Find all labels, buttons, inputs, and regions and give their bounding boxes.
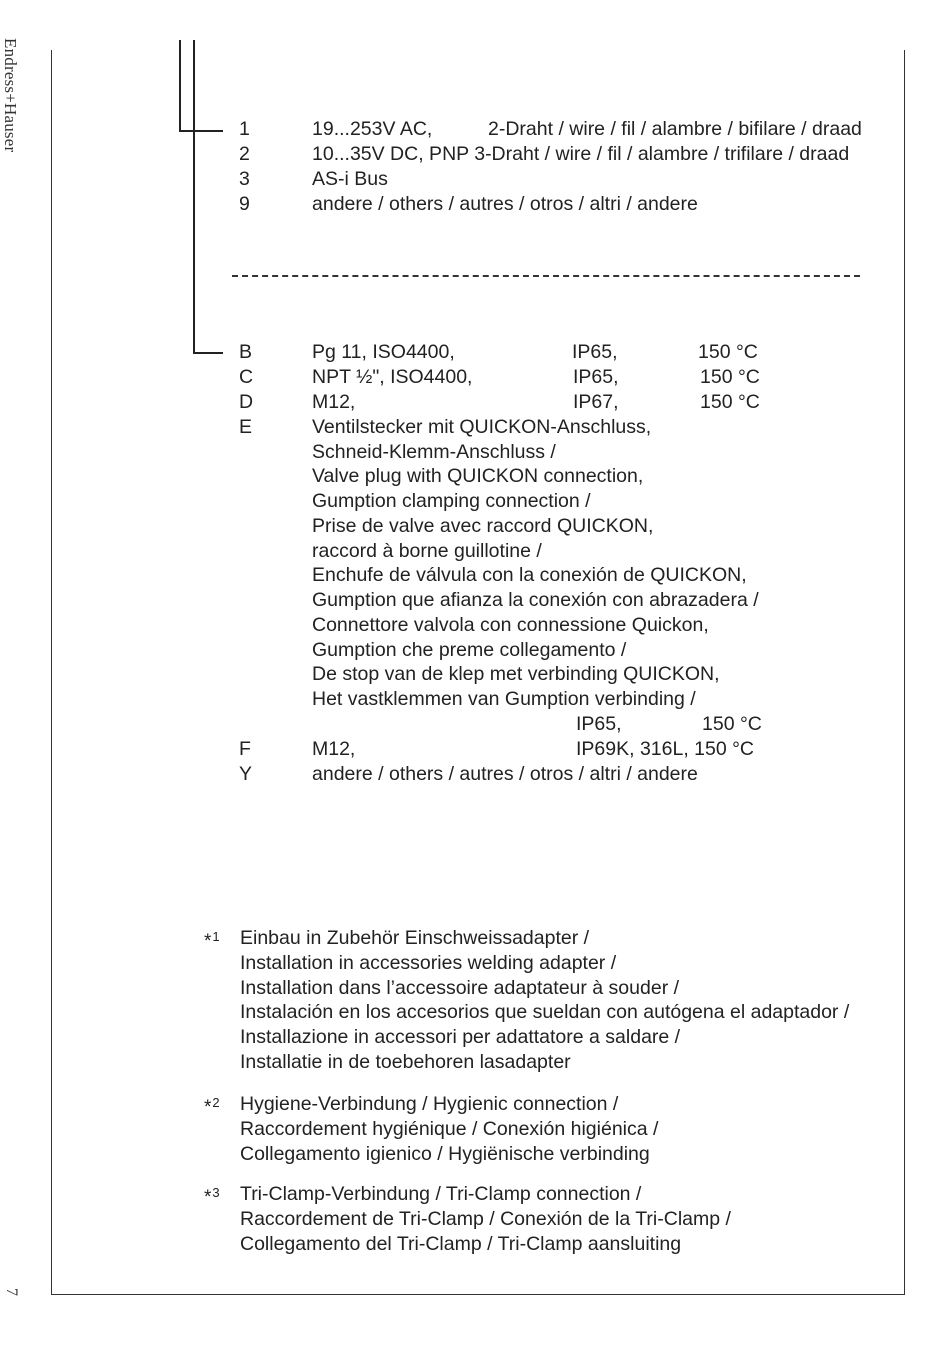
connector-option-desc-line: Ventilstecker mit QUICKON-Anschluss, xyxy=(312,416,652,438)
connector-option-code: C xyxy=(239,366,254,388)
bracket-line-inner xyxy=(193,40,195,353)
connector-option-desc: M12, xyxy=(312,391,356,413)
power-option-code: 1 xyxy=(239,118,250,140)
power-option-text: 19...253V AC, xyxy=(312,118,433,140)
footnote-line: Instalación en los accesorios que sueldan con autógena el adaptador / xyxy=(240,1001,850,1023)
connector-option-desc: M12, xyxy=(312,738,356,760)
connector-option-desc: andere / others / autres / otros / altri / andere xyxy=(312,763,698,785)
frame-bottom-border xyxy=(51,1294,905,1295)
connector-option-ip: IP67, xyxy=(573,391,619,413)
footnote-line: Raccordement hygiénique / Conexión higiénica / xyxy=(240,1118,659,1140)
footnote-line: Installazione in accessori per adattatore a saldare / xyxy=(240,1026,681,1048)
footnote-marker: *$^1$ xyxy=(204,929,220,952)
power-option-text-wire: 2-Draht / wire / fil / alambre / bifilare / draad xyxy=(488,118,862,140)
connector-option-ip: IP65, xyxy=(576,713,622,735)
connector-option-desc-line: Enchufe de válvula con la conexión de QUICKON, xyxy=(312,564,747,586)
footnote-line: Hygiene-Verbindung / Hygienic connection / xyxy=(240,1093,619,1115)
power-option-text: AS-i Bus xyxy=(312,168,388,190)
connector-option-desc-line: Prise de valve avec raccord QUICKON, xyxy=(312,515,654,537)
power-option-text: 10...35V DC, PNP 3-Draht / wire / fil / alambre / trifilare / draad xyxy=(312,143,850,165)
power-option-code: 2 xyxy=(239,143,250,165)
connector-option-ip: IP65, xyxy=(572,341,618,363)
dashed-separator xyxy=(232,275,860,277)
footnote-line: Installatie in de toebehoren lasadapter xyxy=(240,1051,571,1073)
connector-option-desc-line: raccord à borne guillotine / xyxy=(312,540,542,562)
footnote-line: Installation in accessories welding adapter / xyxy=(240,952,617,974)
connector-option-desc-line: Valve plug with QUICKON connection, xyxy=(312,465,644,487)
connector-option-desc: NPT ½", ISO4400, xyxy=(312,366,473,388)
connector-option-ip: IP69K, 316L, 150 °C xyxy=(576,738,755,760)
footnote-line: Installation dans l’accessoire adaptateur à souder / xyxy=(240,977,680,999)
footnote-line: Collegamento igienico / Hygiënische verbinding xyxy=(240,1143,650,1165)
connector-option-desc-line: Het vastklemmen van Gumption verbinding / xyxy=(312,688,696,710)
footnote-marker: *$^3$ xyxy=(204,1185,220,1208)
connector-option-ip: IP65, xyxy=(573,366,619,388)
connector-option-desc-line: De stop van de klep met verbinding QUICKON, xyxy=(312,663,720,685)
frame-left-border xyxy=(51,50,52,1295)
frame-right-border xyxy=(904,50,905,1295)
connector-option-desc-line: Connettore valvola con connessione Quickon, xyxy=(312,614,709,636)
bracket-tick-power xyxy=(179,130,223,132)
connector-option-desc-line: Gumption che preme collegamento / xyxy=(312,639,627,661)
connector-option-desc-line: Gumption que afianza la conexión con abrazadera / xyxy=(312,589,759,611)
connector-option-code: D xyxy=(239,391,254,413)
footnote-line: Raccordement de Tri-Clamp / Conexión de la Tri-Clamp / xyxy=(240,1208,731,1230)
connector-option-desc-line: Gumption clamping connection / xyxy=(312,490,591,512)
connector-option-code: Y xyxy=(239,763,253,785)
power-option-code: 3 xyxy=(239,168,250,190)
connector-option-code: B xyxy=(239,341,253,363)
footnote-line: Tri-Clamp-Verbindung / Tri-Clamp connection / xyxy=(240,1183,642,1205)
bracket-line-outer xyxy=(179,40,181,131)
brand-logo-text: Endress+Hauser xyxy=(1,38,20,153)
connector-option-temp: 150 °C xyxy=(700,391,760,413)
connector-option-desc: Pg 11, ISO4400, xyxy=(312,341,455,363)
bracket-tick-connector xyxy=(193,352,223,354)
power-option-text: andere / others / autres / otros / altri / andere xyxy=(312,193,698,215)
connector-option-code: F xyxy=(239,738,251,760)
connector-option-desc-line: Schneid-Klemm-Anschluss / xyxy=(312,441,556,463)
footnote-line: Einbau in Zubehör Einschweissadapter / xyxy=(240,927,590,949)
power-option-code: 9 xyxy=(239,193,250,215)
footnote-marker: *$^2$ xyxy=(204,1095,220,1118)
footnote-line: Collegamento del Tri-Clamp / Tri-Clamp aansluiting xyxy=(240,1233,682,1255)
connector-option-temp: 150 °C xyxy=(698,341,758,363)
page-number: 7 xyxy=(3,1288,20,1296)
connector-option-code: E xyxy=(239,416,253,438)
connector-option-temp: 150 °C xyxy=(700,366,760,388)
connector-option-temp: 150 °C xyxy=(702,713,762,735)
